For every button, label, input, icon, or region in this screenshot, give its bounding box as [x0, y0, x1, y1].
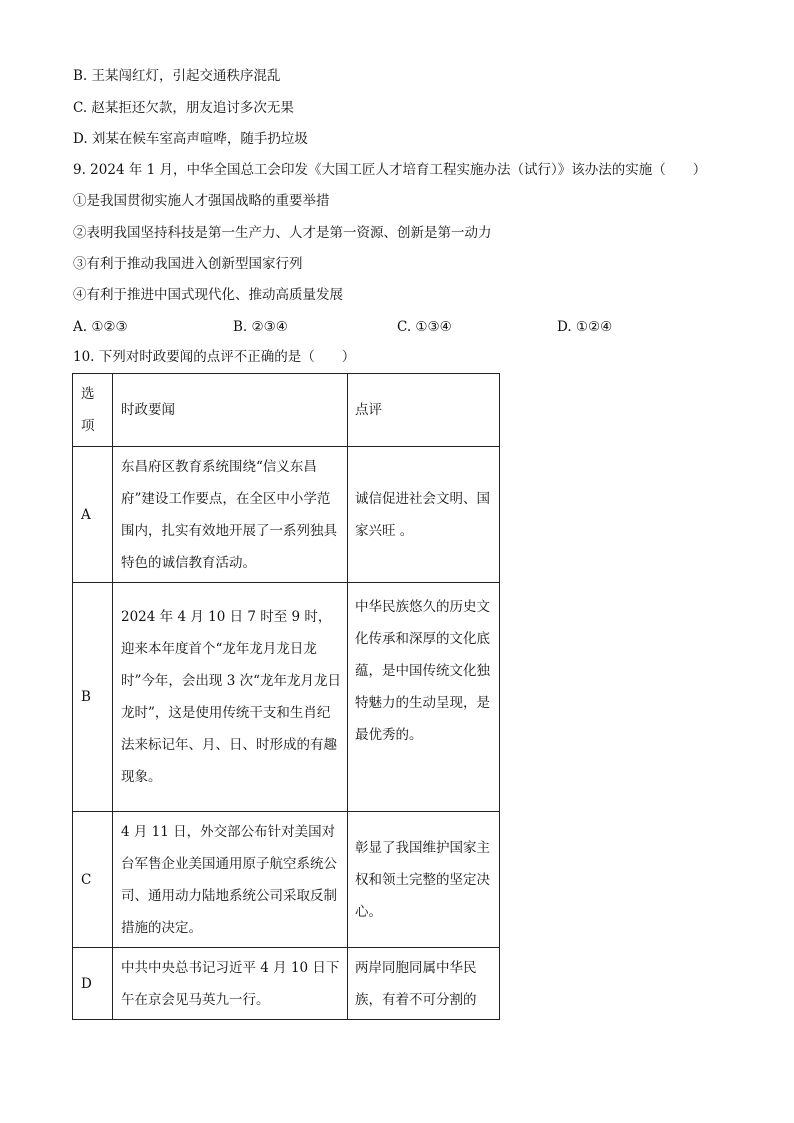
q9-item-3: ③有利于推动我国进入创新型国家行列 — [73, 256, 303, 272]
table-header-row — [73, 374, 500, 447]
q9-option-c: C. ①③④ — [397, 319, 452, 335]
q8-option-b: B. 王某闯红灯，引起交通秩序混乱 — [73, 68, 281, 84]
q9-item-4: ④有利于推进中国式现代化、推动高质量发展 — [73, 287, 343, 303]
q9-option-d: D. ①②④ — [557, 319, 613, 335]
row-news-a: 东昌府区教育系统围绕“信义东昌府”建设工作要点，在全区中小学范围内，扎实有效地开展了一系列独具特色的诚信教育活动。 — [113, 447, 348, 583]
header-option: 选项 — [73, 374, 113, 447]
q9-options — [73, 318, 713, 336]
q9-option-a: A. ①②③ — [73, 319, 128, 335]
row-news-b: 2024 年 4 月 10 日 7 时至 9 时，迎来本年度首个“龙年龙月龙日龙时”今年，会出现 3 次“龙年龙月龙日龙时”，这是使用传统干支和生肖纪法来标记年、月、日、时形成的有趣现象。 — [113, 583, 348, 812]
q10-stem: 10. 下列对时政要闻的点评不正确的是（ ） — [73, 349, 356, 365]
row-key-a: A — [73, 447, 113, 583]
q8-option-d: D. 刘某在候车室高声喧哗，随手扔垃圾 — [73, 131, 308, 147]
row-comment-d: 两岸同胞同属中华民族，有着不可分割的 — [348, 948, 500, 1020]
header-comment: 点评 — [348, 374, 500, 447]
row-comment-c: 彰显了我国维护国家主权和领土完整的坚定决心。 — [348, 812, 500, 948]
row-news-c: 4 月 11 日，外交部公布针对美国对台军售企业美国通用原子航空系统公司、通用动力陆地系统公司采取反制措施的决定。 — [113, 812, 348, 948]
table-row — [73, 447, 500, 583]
q9-option-b: B. ②③④ — [233, 319, 288, 335]
q8-option-c: C. 赵某拒还欠款，朋友追讨多次无果 — [73, 100, 294, 116]
q9-stem: 9. 2024 年 1 月，中华全国总工会印发《大国工匠人才培育工程实施办法（试行）》该办法的实施（ ） — [73, 162, 707, 178]
row-key-c: C — [73, 812, 113, 948]
row-key-b: B — [73, 583, 113, 812]
q9-item-1: ①是我国贯彻实施人才强国战略的重要举措 — [73, 193, 330, 209]
row-comment-b: 中华民族悠久的历史文化传承和深厚的文化底蕴，是中国传统文化独特魅力的生动呈现，是最优秀的。 — [348, 583, 500, 812]
row-news-d: 中共中央总书记习近平 4 月 10 日下午在京会见马英九一行。 — [113, 948, 348, 1020]
row-comment-a: 诚信促进社会文明、国家兴旺 。 — [348, 447, 500, 583]
table-row — [73, 948, 500, 1020]
row-key-d: D — [73, 948, 113, 1020]
header-news: 时政要闻 — [113, 374, 348, 447]
q10-table — [72, 373, 500, 1020]
table-row — [73, 583, 500, 812]
q9-item-2: ②表明我国坚持科技是第一生产力、人才是第一资源、创新是第一动力 — [73, 225, 492, 241]
table-row — [73, 812, 500, 948]
